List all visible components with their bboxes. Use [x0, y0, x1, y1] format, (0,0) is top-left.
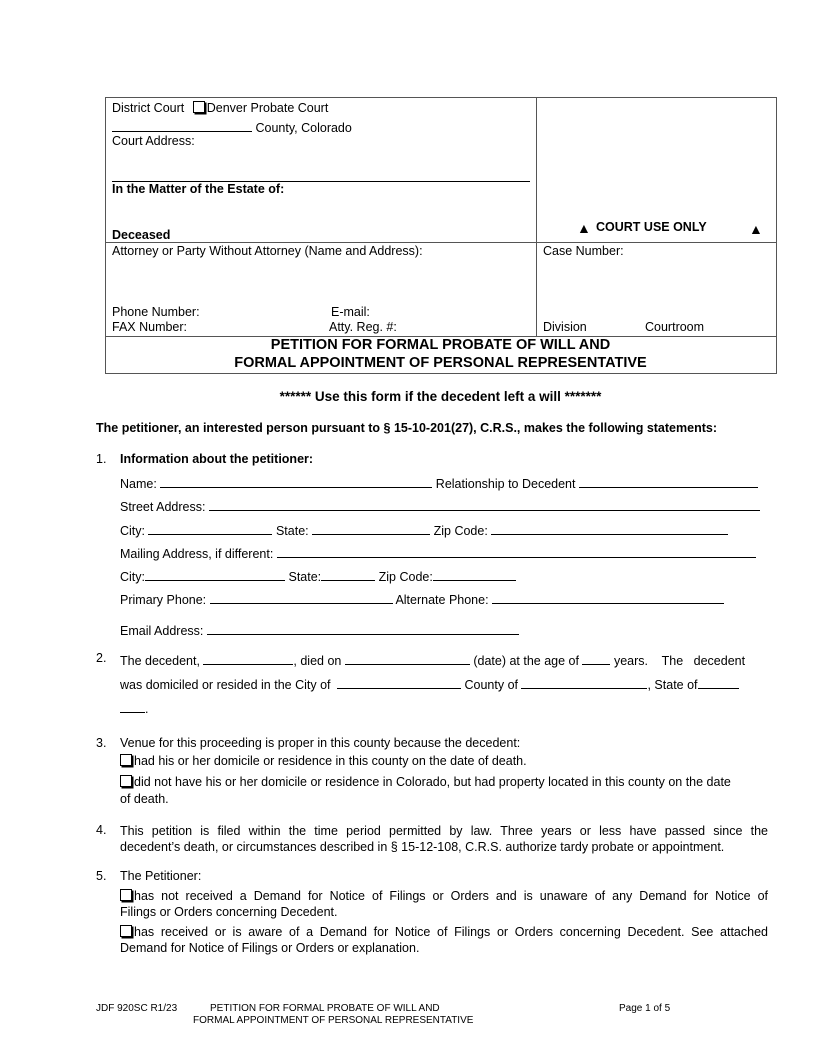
zip2-label: Zip Code:	[378, 570, 433, 584]
zip-field[interactable]	[491, 521, 728, 535]
zip2-field[interactable]	[433, 567, 516, 581]
venue-lead: Venue for this proceeding is proper in this county because the decedent:	[120, 736, 521, 750]
county-blank[interactable]	[112, 118, 252, 132]
domicile-county-field[interactable]	[521, 675, 647, 689]
death-date-field[interactable]	[345, 651, 470, 665]
period-text: .	[145, 702, 149, 716]
county-label: County, Colorado	[255, 121, 352, 135]
atty-reg-label: Atty. Reg. #:	[329, 320, 397, 334]
venue-option-2	[120, 775, 731, 789]
court-use-only-label: COURT USE ONLY	[596, 220, 707, 234]
street-label: Street Address:	[120, 500, 206, 514]
name-field[interactable]	[160, 474, 432, 488]
demand-received-checkbox[interactable]	[120, 925, 132, 937]
venue-property-checkbox[interactable]	[120, 775, 132, 787]
email-address-row	[120, 621, 519, 638]
estate-of-label: In the Matter of the Estate of:	[112, 182, 285, 196]
demand-option-1	[120, 888, 768, 905]
timing-line-2: decedent’s death, or circumstances described in § 15-12-108, C.R.S. authorize tardy probate or appointment.	[120, 840, 725, 854]
decedent-row-2	[120, 675, 739, 692]
the-text: The	[661, 654, 684, 668]
state-of-text: , State of	[647, 678, 698, 692]
domicile-state-continued[interactable]	[120, 699, 145, 713]
caption-vertical-divider	[536, 97, 537, 336]
city-state-zip-row	[120, 521, 728, 538]
section-3-number: 3.	[96, 736, 107, 750]
section-1-number: 1.	[96, 452, 107, 466]
footer-title-1: PETITION FOR FORMAL PROBATE OF WILL AND	[210, 1003, 440, 1014]
years-text: years.	[613, 654, 648, 668]
email-label: E-mail:	[331, 305, 370, 319]
state2-field[interactable]	[321, 567, 375, 581]
fax-label: FAX Number:	[112, 320, 188, 334]
demand-option-1-text: has not received a Demand for Notice of Filings or Orders and is unaware of any Demand for Notice of	[134, 889, 768, 903]
form-title-line2: FORMAL APPOINTMENT OF PERSONAL REPRESENTATIVE	[234, 355, 647, 371]
zip-label: Zip Code:	[433, 524, 488, 538]
denver-probate-label: Denver Probate Court	[206, 101, 329, 115]
decedent-name-field[interactable]	[203, 651, 293, 665]
died-on-text: , died on	[293, 654, 342, 668]
footer-form-id: JDF 920SC R1/23	[96, 1003, 178, 1014]
demand-not-received-checkbox[interactable]	[120, 889, 132, 901]
state2-label: State:	[288, 570, 322, 584]
relationship-label: Relationship to Decedent	[435, 477, 576, 491]
demand-option-2	[120, 924, 768, 941]
timing-line-1: This petition is filed within the time period permitted by law. Three years or less have passed since the	[120, 824, 768, 838]
alternate-phone-field[interactable]	[492, 590, 724, 604]
primary-phone-label: Primary Phone:	[120, 593, 207, 607]
case-number-label: Case Number:	[543, 244, 624, 258]
phone-label: Phone Number:	[112, 305, 200, 319]
demand-option-2-text: has received or is aware of a Demand for Notice of Filings or Orders concerning Decedent. See attached	[134, 925, 768, 939]
decedent-row-3	[120, 699, 148, 716]
domiciled-text: was domiciled or resided in the City of	[120, 678, 331, 692]
decedent-text: The decedent,	[120, 654, 200, 668]
will-notice: ****** Use this form if the decedent left a will *******	[279, 389, 602, 404]
state-field[interactable]	[312, 521, 430, 535]
demand-option-2-cont: Demand for Notice of Filings or Orders or explanation.	[120, 941, 420, 955]
court-address-label: Court Address:	[112, 134, 195, 148]
demand-option-1-cont: Filings or Orders concerning Decedent.	[120, 905, 338, 919]
division-label: Division	[543, 320, 587, 334]
section-1-heading: Information about the petitioner:	[120, 452, 314, 466]
section-5-number: 5.	[96, 869, 107, 883]
primary-phone-field[interactable]	[210, 590, 393, 604]
court-selection	[112, 101, 328, 115]
venue-option-2-cont: of death.	[120, 792, 169, 806]
section-2-number: 2.	[96, 651, 107, 665]
street-row	[120, 497, 760, 514]
name-label: Name:	[120, 477, 157, 491]
deceased-label: Deceased	[112, 228, 171, 242]
mailing-city-state-zip-row	[120, 567, 516, 584]
city2-label: City:	[120, 570, 145, 584]
domicile-city-field[interactable]	[337, 675, 461, 689]
venue-domicile-checkbox[interactable]	[120, 754, 132, 766]
state-label: State:	[275, 524, 309, 538]
courtroom-label: Courtroom	[645, 320, 705, 334]
venue-option-1	[120, 754, 527, 768]
petitioner-name-row	[120, 474, 758, 491]
decedent-row-1	[120, 651, 745, 668]
footer-title-2: FORMAL APPOINTMENT OF PERSONAL REPRESENTATIVE	[193, 1015, 474, 1026]
denver-probate-checkbox[interactable]	[193, 101, 205, 113]
city2-field[interactable]	[145, 567, 285, 581]
street-field[interactable]	[209, 497, 760, 511]
footer-page-number: Page 1 of 5	[619, 1003, 671, 1014]
caption-divider-1	[105, 242, 776, 243]
decedent-word-text: decedent	[693, 654, 746, 668]
email-address-label: Email Address:	[120, 624, 204, 638]
county-row	[112, 118, 352, 135]
triangle-up-icon: ▲	[577, 220, 591, 236]
age-text: (date) at the age of	[473, 654, 579, 668]
mailing-field[interactable]	[277, 544, 756, 558]
venue-option-1-text: had his or her domicile or residence in this county on the date of death.	[134, 754, 527, 768]
mailing-label: Mailing Address, if different:	[120, 547, 274, 561]
domicile-state-field[interactable]	[698, 675, 739, 689]
petitioner-intro: The petitioner, an interested person pursuant to § 15-10-201(27), C.R.S., makes the following statements:	[96, 421, 717, 435]
email-address-field[interactable]	[207, 621, 519, 635]
relationship-field[interactable]	[579, 474, 758, 488]
alternate-phone-label: Alternate Phone:	[395, 593, 489, 607]
section-4-number: 4.	[96, 823, 107, 837]
petitioner-lead: The Petitioner:	[120, 869, 202, 883]
mailing-row	[120, 544, 756, 561]
phone-row	[120, 590, 724, 607]
triangle-up-icon: ▲	[749, 221, 763, 237]
city-field[interactable]	[148, 521, 272, 535]
city-label: City:	[120, 524, 145, 538]
county-of-text: County of	[464, 678, 518, 692]
form-title-line1: PETITION FOR FORMAL PROBATE OF WILL AND	[270, 337, 611, 353]
age-field[interactable]	[582, 651, 610, 665]
district-court-label: District Court	[112, 101, 185, 115]
venue-option-2-text: did not have his or her domicile or residence in Colorado, but had property located in this county on the date	[134, 775, 731, 789]
attorney-label: Attorney or Party Without Attorney (Name and Address):	[112, 244, 423, 258]
